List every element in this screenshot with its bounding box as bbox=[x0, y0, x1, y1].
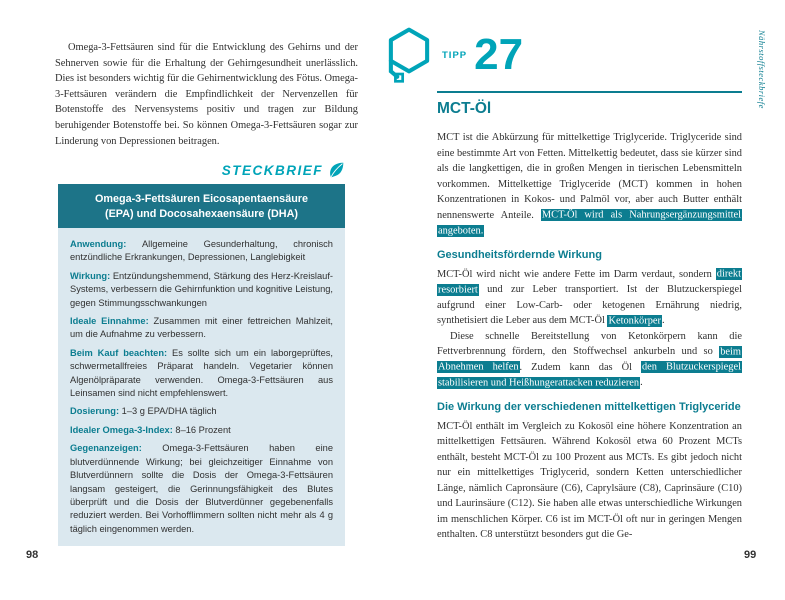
steckbrief-entry-text: Entzündungshemmend, Stärkung des Herz-Kreislauf-Systems, verbessern die Gehirnfunktion und kognitive Leistung, gegen Stimmungsschwankungen bbox=[70, 270, 334, 308]
tip-number: 27 bbox=[474, 30, 524, 79]
steckbrief-label: STECKBRIEF bbox=[221, 162, 323, 178]
steckbrief-entry-label: Dosierung: bbox=[70, 406, 122, 417]
steckbrief-entry-label: Idealer Omega-3-Index: bbox=[70, 424, 176, 435]
page-number-right: 99 bbox=[744, 549, 757, 561]
steckbrief-entry-text: Zusammen mit einer fettreichen Mahlzeit, um die Aufnahme zu verbessern. bbox=[70, 316, 333, 340]
steckbrief-title-line2: (EPA) und Docosahexaensäure (DHA) bbox=[105, 207, 298, 220]
steckbrief-entry bbox=[70, 270, 333, 310]
body-paragraph bbox=[437, 267, 742, 329]
highlighted-text: MCT-Öl wird als Nahrungsergänzungsmittel angeboten. bbox=[438, 209, 741, 236]
steckbrief-entry bbox=[70, 442, 333, 536]
text-segment: . bbox=[661, 315, 665, 326]
steckbrief-entry-text: 1–3 g EPA/DHA täglich bbox=[121, 406, 217, 417]
steckbrief-entry bbox=[70, 424, 333, 437]
page-number-left: 98 bbox=[26, 549, 39, 561]
steckbrief-entry-label: Anwendung: bbox=[70, 239, 142, 249]
intro-paragraph: Omega-3-Fettsäuren sind für die Entwicklung des Gehirns und der Sehnerven sowie für die Erhaltung der Gehirngesundheit unerlässlich. Dies ist besonders wichtig für die Gehirnentwicklung des Fötus. Omega-3-Fettsäuren verändern die Empfindlichkeit der Nervenzellen für Botenstoffe des Nervensystems positiv und tragen zur Bildung beruhigender Botenstoffe bei. So können Omega-3-Fettsäuren sogar zur Linderung von Depressionen beitragen. bbox=[55, 42, 359, 147]
section-heading: Gesundheitsfördernde Wirkung bbox=[437, 248, 602, 261]
body-sections bbox=[437, 130, 742, 543]
highlighted-text: direkt resorbiert bbox=[438, 268, 741, 295]
right-page-column bbox=[437, 100, 742, 543]
text-segment: MCT-Öl wird nicht wie andere Fette im Darm verdaut, sondern bbox=[437, 268, 716, 280]
steckbrief-entry-label: Gegenanzeigen: bbox=[70, 443, 163, 454]
steckbrief-body bbox=[58, 228, 345, 546]
steckbrief-entry bbox=[70, 347, 333, 401]
leaf-icon bbox=[328, 161, 345, 179]
body-paragraph bbox=[437, 419, 742, 543]
steckbrief-entry bbox=[70, 238, 333, 265]
steckbrief-header bbox=[58, 161, 345, 179]
hexagon-molecule-icon bbox=[386, 26, 432, 84]
body-paragraph bbox=[437, 329, 742, 391]
text-segment: Diese schnelle Bereitstellung von Ketonkörpern kann die Fettverbrennung fördern, den Stoffwechsel ankurbeln und so bbox=[437, 330, 742, 357]
chapter-margin-label: Nährstoffsteckbriefe bbox=[757, 30, 767, 109]
header-rule bbox=[437, 91, 742, 93]
text-segment: . bbox=[640, 377, 643, 388]
tip-label: TIPP bbox=[442, 49, 468, 61]
text-segment: und zur Leber transportiert. Ist der Blutzuckerspiegel aufgrund einer Low-Carb- oder ketogenen Ernährung niedrig, synthetisiert die Leber aus dem MCT-Öl bbox=[437, 284, 742, 326]
steckbrief-entry-label: Ideale Einnahme: bbox=[70, 316, 154, 327]
steckbrief-title-line1: Omega-3-Fettsäuren Eicosapentaensäure bbox=[94, 193, 308, 205]
steckbrief-entry-text: Omega-3-Fettsäuren haben eine blutverdünnende Wirkung; bei gleichzeitiger Einnahme von Blutverdünnern sollte die Dosis der Omega-3-Fettsäuren langsam gesteigert, die Gerinnungsfähigkeit des Blutes überprüft und die Dosis der Blutverdünner gegebenenfalls reduziert werden. Bei Vorhofflimmern sollten nicht mehr als 4 g täglich eingenommen werden. bbox=[70, 443, 333, 534]
highlighted-text: den Blutzuckerspiegel stabilisieren und Heißhungerattacken reduzieren bbox=[438, 361, 741, 388]
tip-header bbox=[386, 26, 523, 84]
section-heading: Die Wirkung der verschiedenen mittelkettigen Triglyceride bbox=[437, 400, 741, 413]
text-segment: . Zudem kann das Öl bbox=[519, 361, 641, 373]
steckbrief-entry-text: 8–16 Prozent bbox=[175, 424, 231, 435]
body-paragraph bbox=[437, 130, 742, 239]
steckbrief-entry bbox=[70, 315, 333, 342]
steckbrief-entry-text: Allgemeine Gesunderhaltung, chronisch entzündliche Erkrankungen, Depressionen, Langlebigkeit bbox=[70, 239, 333, 263]
highlighted-text: Ketonkörper bbox=[608, 315, 661, 326]
steckbrief-entry bbox=[70, 405, 333, 418]
steckbrief-entry-label: Beim Kauf beachten: bbox=[70, 347, 173, 358]
steckbrief-entry-text: Es sollte sich um ein laborgeprüftes, schwermetallfreies Präparat handeln. Vegetarier können Algenölpräparate verwenden. Omega-3-Fettsäuren aus Leinsamen sind nicht empfehlenswert. bbox=[70, 347, 333, 399]
page-title: MCT-Öl bbox=[437, 100, 492, 117]
steckbrief-entry-label: Wirkung: bbox=[70, 270, 113, 281]
steckbrief-title bbox=[58, 184, 345, 228]
highlighted-text: beim Abnehmen helfen bbox=[438, 346, 741, 373]
text-segment: MCT-Öl enthält im Vergleich zu Kokosöl eine höhere Konzentration an mittelkettigen Fettsäuren. Während Kokosöl etwa 60 Prozent MCTs enthält, besteht MCT-Öl zu 100 Prozent aus MCTs. Es gibt jedoch nicht nur ein mittelkettiges Triglycerid, sondern Ketten unterschiedlicher Länge, nämlich Capronsäure (C6), Caprylsäure (C8), Caprinsäure (C10) und Laurinsäure (C12). Sie haben alle etwas unterschiedliche Wirkungen im menschlichen Körper. C6 ist im MCT-Öl oft nur in geringen Mengen enthalten. C8 unterstützt besonders gut die Ge- bbox=[437, 420, 742, 540]
text-segment: MCT ist die Abkürzung für mittelkettige Triglyceride. Triglyceride sind eine bestimmte Art von Fetten. Mittelkettig bedeutet, dass sie kürzer sind als die langkettigen, die in großen Mengen in tierischen Lebensmitteln vorkommen. Mittelkettige Triglyceride (MCT) kommen in hohen Konzentrationen in Kokos- und Palmöl vor, aber auch Butter enthält nennenswerte Anteile. bbox=[437, 132, 742, 221]
